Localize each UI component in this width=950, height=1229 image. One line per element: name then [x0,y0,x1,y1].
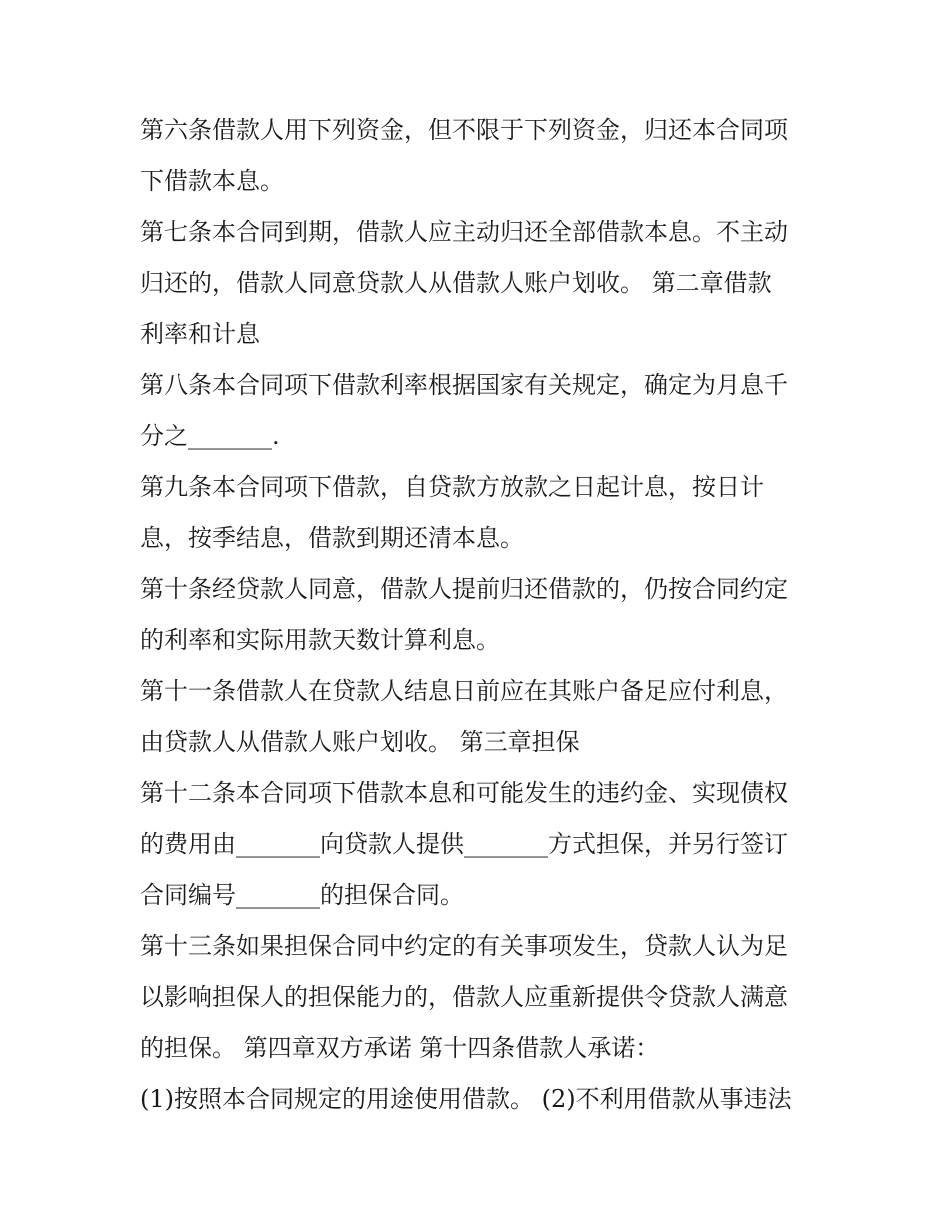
text-line: 第九条本合同项下借款，自贷款方放款之日起计息，按日计 [140,473,764,501]
text-line: 息，按季结息，借款到期还清本息。 [140,524,524,552]
text-line: 第十一条借款人在贷款人结息日前应在其账户备足应付利息， [140,677,788,705]
text-line: 第七条本合同到期，借款人应主动归还全部借款本息。不主动 [140,218,788,246]
text-line: 第六条借款人用下列资金，但不限于下列资金，归还本合同项 [140,116,788,144]
text-line: 归还的，借款人同意贷款人从借款人账户划收。 第二章借款 [140,269,772,297]
text-line: 第十三条如果担保合同中约定的有关事项发生，贷款人认为足 [140,932,788,960]
text-line: 利率和计息 [140,320,260,348]
text-line: (1)按照本合同规定的用途使用借款。 (2)不利用借款从事违法 [140,1085,792,1113]
text-line: 的利率和实际用款天数计算利息。 [140,626,500,654]
text-line: 的担保。 第四章双方承诺 第十四条借款人承诺： [140,1034,660,1062]
text-line: 由贷款人从借款人账户划收。 第三章担保 [140,728,580,756]
text-line: 下借款本息。 [140,167,284,195]
text-line: 以影响担保人的担保能力的，借款人应重新提供令贷款人满意 [140,983,788,1011]
text-line: 第八条本合同项下借款利率根据国家有关规定，确定为月息千 [140,371,788,399]
text-line: 第十条经贷款人同意，借款人提前归还借款的，仍按合同约定 [140,575,788,603]
document-body [140,108,820,1128]
text-line: 分之_______. [140,422,280,450]
text-line: 的费用由_______向贷款人提供_______方式担保，并另行签订 [140,830,788,858]
text-line: 合同编号_______的担保合同。 [140,881,464,909]
text-line: 第十二条本合同项下借款本息和可能发生的违约金、实现债权 [140,779,788,807]
